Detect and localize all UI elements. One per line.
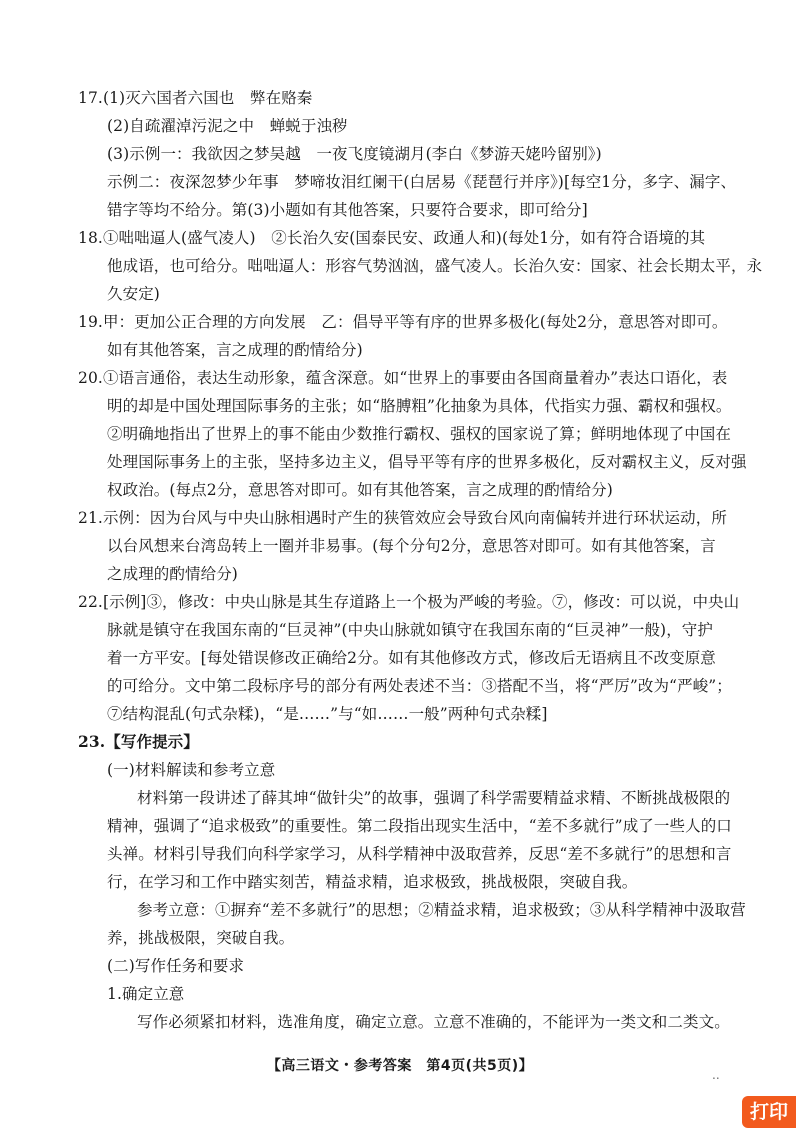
q21-line-2: 以台风想来台湾岛转上一圈并非易事。(每个分句2分，意思答对即可。如有其他答案，言 [107,537,716,555]
q20-line-2: 明的却是中国处理国际事务的主张；如“胳膊粗”化抽象为具体，代指实力强、霸权和强权。 [107,397,732,415]
q21-line-3: 之成理的酌情给分) [107,565,238,583]
q20-line-1: 20.①语言通俗，表达生动形象，蕴含深意。如“世界上的事要由各国商量着办”表达口语化，表 [78,369,728,387]
q23-heading: 23.【写作提示】 [78,732,199,751]
section-2-heading: (二)写作任务和要求 [107,957,245,975]
q18-line-3: 久安定) [107,285,160,303]
q20-line-3: ②明确地指出了世界上的事不能由少数推行霸权、强权的国家说了算；鲜明地体现了中国在 [107,425,732,443]
q21-line-1: 21.示例：因为台风与中央山脉相遇时产生的狭管效应会导致台风向南偏转并进行环状运动，所 [78,509,727,527]
q17-line-1: 17.(1)灭六国者六国也 弊在赂秦 [78,89,313,107]
q22-line-3: 着一方平安。[每处错误修改正确给2分。如有其他修改方式，修改后无语病且不改变原意 [107,649,716,667]
q18-line-2: 他成语，也可给分。咄咄逼人：形容气势汹汹，盛气凌人。长治久安：国家、社会长期太平，永 [107,257,763,275]
subsection-1-text: 写作必须紧扣材料，选准角度，确定立意。立意不准确的，不能评为一类文和二类文。 [137,1013,730,1031]
q22-line-2: 脉就是镇守在我国东南的“巨灵神”(中央山脉就如镇守在我国东南的“巨灵神”一般)，守护 [107,621,713,639]
q18-line-1: 18.①咄咄逼人(盛气凌人) ②长治久安(国泰民安、政通人和)(每处1分，如有符合语境的其 [78,229,706,247]
material-para-line-1: 材料第一段讲述了薛其坤“做针尖”的故事，强调了科学需要精益求精、不断挑战极限的 [137,789,731,807]
q20-line-5: 权政治。(每点2分，意思答对即可。如有其他答案，言之成理的酌情给分) [107,481,613,499]
reference-idea-line-2: 养，挑战极限，突破自我。 [107,929,295,947]
q22-line-1: 22.[示例]③，修改：中央山脉是其生存道路上一个极为严峻的考验。⑦，修改：可以说，中央山 [78,593,740,611]
page-footer: 【高三语文・参考答案 第4页(共5页)】 [266,1058,534,1074]
material-para-line-4: 行，在学习和工作中踏实刻苦，精益求精，追求极致，挑战极限，突破自我。 [107,873,638,891]
q22-line-5: ⑦结构混乱(句式杂糅)，“是……”与“如……一般”两种句式杂糅] [107,705,548,723]
q17-line-2: (2)自疏濯淖污泥之中 蝉蜕于浊秽 [107,117,348,135]
print-button[interactable]: 打印 [742,1096,796,1128]
subsection-1-heading: 1.确定立意 [107,985,185,1003]
material-para-line-3: 头禅。材料引导我们向科学家学习，从科学精神中汲取营养，反思“差不多就行”的思想和言 [107,845,732,863]
section-1-heading: (一)材料解读和参考立意 [107,761,276,779]
footer-mark: .. [712,1068,720,1082]
q17-line-4: 示例二：夜深忽梦少年事 梦啼妆泪红阑干(白居易《琵琶行并序》)[每空1分，多字、漏字、 [107,173,737,191]
q20-line-4: 处理国际事务上的主张，坚持多边主义，倡导平等有序的世界多极化，反对霸权主义，反对强 [107,453,747,471]
q19-line-2: 如有其他答案，言之成理的酌情给分) [107,341,363,359]
q17-line-5: 错字等均不给分。第(3)小题如有其他答案，只要符合要求，即可给分] [107,201,588,219]
q17-line-3: (3)示例一：我欲因之梦吴越 一夜飞度镜湖月(李白《梦游天姥吟留别》) [107,145,602,163]
reference-idea-line-1: 参考立意：①摒弃“差不多就行”的思想；②精益求精，追求极致；③从科学精神中汲取营 [137,901,746,919]
q19-line-1: 19.甲：更加公正合理的方向发展 乙：倡导平等有序的世界多极化(每处2分，意思答对即可。 [78,313,728,331]
q22-line-4: 的可给分。文中第二段标序号的部分有两处表述不当：③搭配不当，将“严厉”改为“严峻”； [107,677,732,695]
material-para-line-2: 精神，强调了“追求极致”的重要性。第二段指出现实生活中，“差不多就行”成了一些人的口 [107,817,732,835]
